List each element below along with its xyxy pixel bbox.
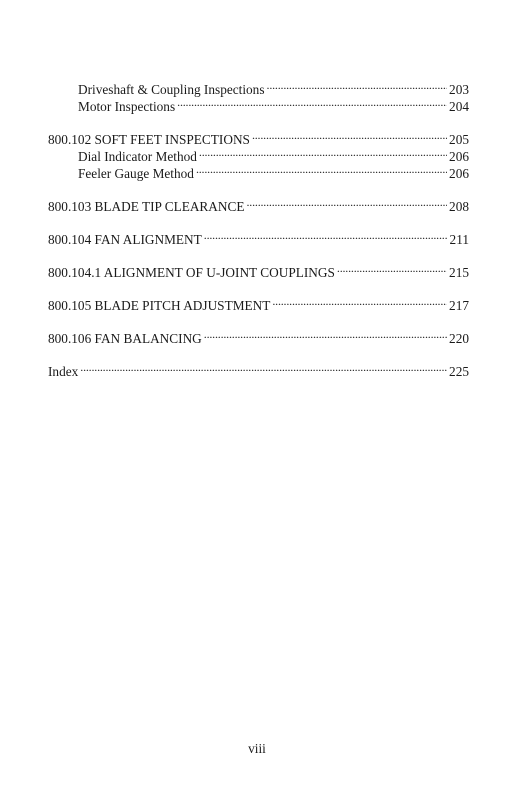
- toc-dot-leader: [272, 293, 447, 310]
- toc-entry-label: 800.104 FAN ALIGNMENT: [48, 232, 202, 247]
- toc-entry-page: 211: [449, 232, 469, 247]
- toc-entry-label: 800.105 BLADE PITCH ADJUSTMENT: [48, 298, 271, 313]
- toc-entry-soft-feet-inspections[interactable]: [48, 127, 469, 147]
- toc-entry-driveshaft-coupling-inspections[interactable]: [48, 77, 469, 97]
- table-of-contents: [48, 77, 469, 379]
- toc-dot-leader: [247, 194, 448, 211]
- toc-entry-page: 220: [449, 331, 469, 346]
- toc-entry-blade-tip-clearance[interactable]: [48, 194, 469, 214]
- toc-entry-label: Dial Indicator Method: [78, 149, 197, 164]
- toc-dot-leader: [204, 326, 447, 343]
- toc-dot-leader: [199, 144, 447, 161]
- toc-entry-label: Index: [48, 364, 79, 379]
- toc-entry-label: 800.103 BLADE TIP CLEARANCE: [48, 199, 245, 214]
- toc-entry-page: 206: [449, 166, 469, 181]
- toc-entry-page: 215: [449, 265, 469, 280]
- toc-dot-leader: [252, 127, 447, 144]
- toc-entry-fan-alignment[interactable]: [48, 227, 469, 247]
- toc-entry-page: 225: [449, 364, 469, 379]
- toc-entry-label: Driveshaft & Coupling Inspections: [78, 82, 265, 97]
- page-number: viii: [248, 741, 266, 756]
- toc-entry-page: 204: [449, 99, 469, 114]
- toc-entry-page: 208: [449, 199, 469, 214]
- toc-entry-label: Feeler Gauge Method: [78, 166, 194, 181]
- toc-entry-label: 800.104.1 ALIGNMENT OF U-JOINT COUPLINGS: [48, 265, 335, 280]
- toc-dot-leader: [337, 260, 447, 277]
- toc-entry-page: 203: [449, 82, 469, 97]
- toc-entry-blade-pitch-adjustment[interactable]: [48, 293, 469, 313]
- toc-entry-page: 205: [449, 132, 469, 147]
- toc-entry-label: 800.106 FAN BALANCING: [48, 331, 202, 346]
- toc-dot-leader: [80, 359, 447, 376]
- toc-dot-leader: [196, 161, 447, 178]
- toc-entry-index[interactable]: [48, 359, 469, 379]
- toc-entry-alignment-of-u-joint-couplings[interactable]: [48, 260, 469, 280]
- toc-dot-leader: [204, 227, 448, 244]
- toc-entry-page: 206: [449, 149, 469, 164]
- toc-dot-leader: [177, 94, 447, 111]
- toc-entry-label: Motor Inspections: [78, 99, 176, 114]
- toc-entry-page: 217: [449, 298, 469, 313]
- toc-entry-fan-balancing[interactable]: [48, 326, 469, 346]
- toc-entry-label: 800.102 SOFT FEET INSPECTIONS: [48, 132, 250, 147]
- toc-dot-leader: [267, 77, 448, 94]
